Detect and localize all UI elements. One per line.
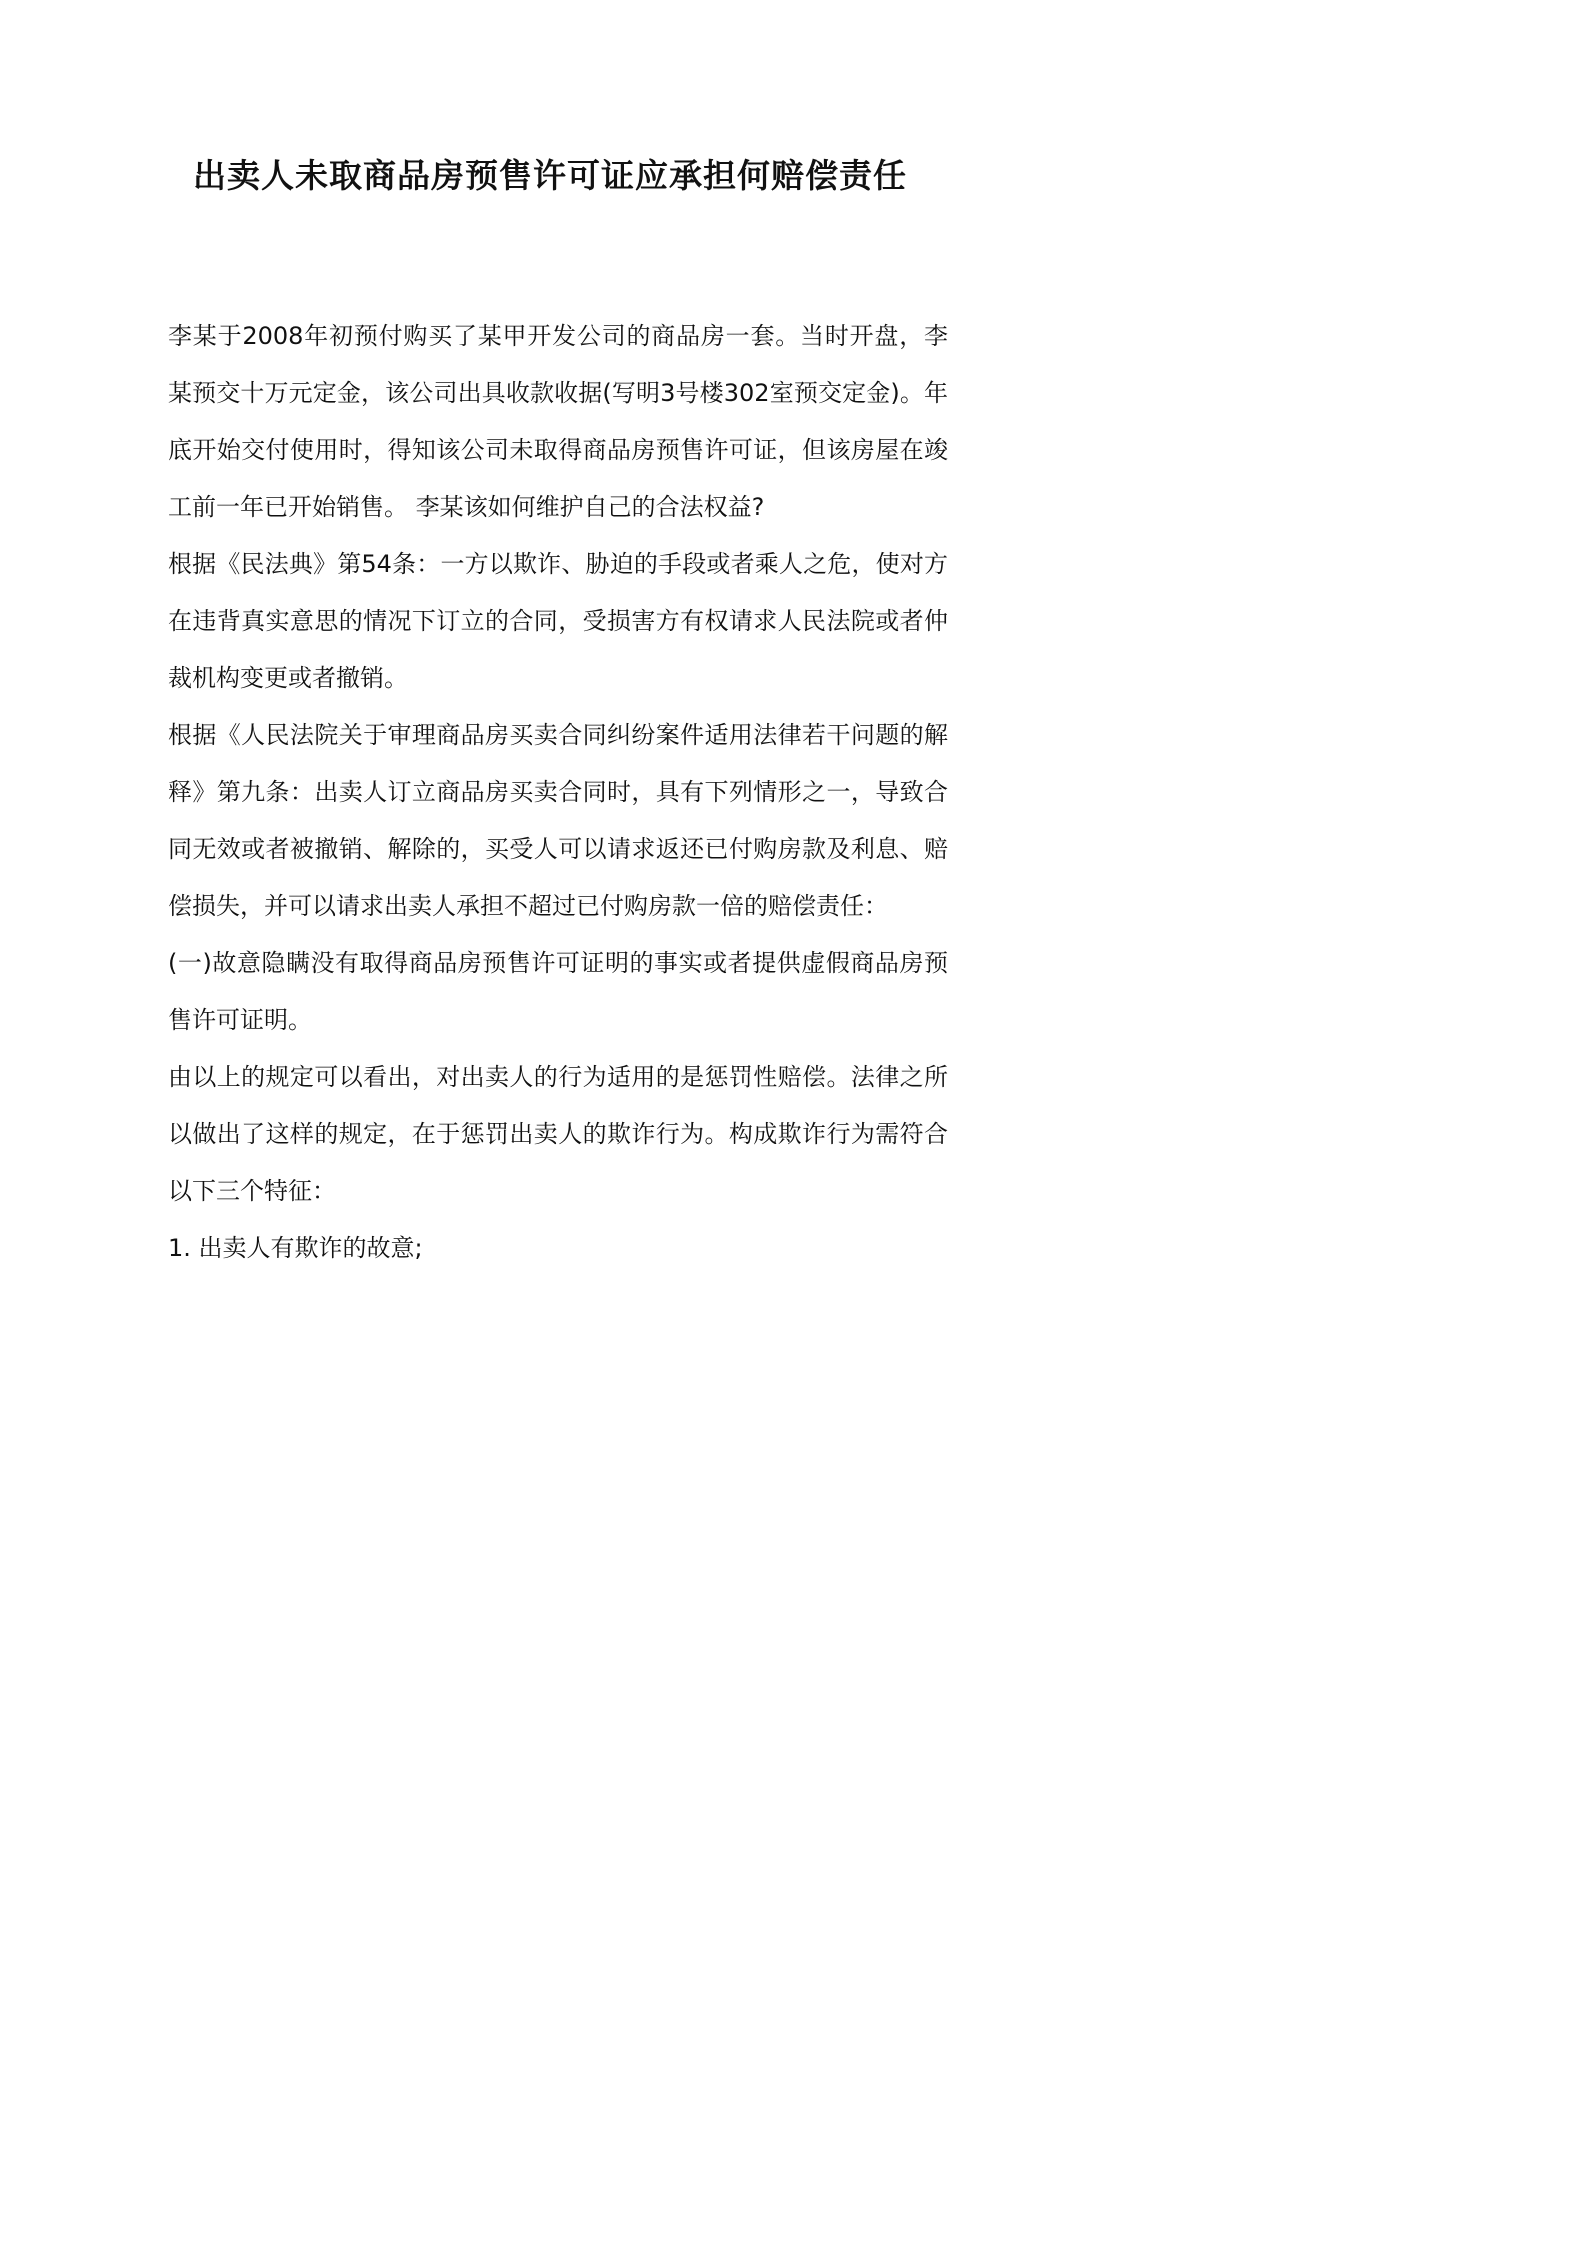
paragraph-case-facts: 李某于2008年初预付购买了某甲开发公司的商品房一套。当时开盘，李某预交十万元定金，该公司出具收款收据(写明3号楼302室预交定金)。年底开始交付使用时，得知该公司未取得商品房预售许可证，但该房屋在竣工前一年已开始销售。 李某该如何维护自己的合法权益? xyxy=(168,322,948,521)
paragraph-judicial-interpretation: 根据《人民法院关于审理商品房买卖合同纠纷案件适用法律若干问题的解释》第九条：出卖人订立商品房买卖合同时，具有下列情形之一，导致合同无效或者被撤销、解除的，买受人可以请求返还已付购房款及利息、赔偿损失，并可以请求出卖人承担不超过已付购房款一倍的赔偿责任： xyxy=(168,721,948,920)
paragraph-civil-code-article: 根据《民法典》第54条：一方以欺诈、胁迫的手段或者乘人之危，使对方在违背真实意思的情况下订立的合同，受损害方有权请求人民法院或者仲裁机构变更或者撤销。 xyxy=(168,550,948,692)
paragraph-analysis: 由以上的规定可以看出，对出卖人的行为适用的是惩罚性赔偿。法律之所以做出了这样的规定，在于惩罚出卖人的欺诈行为。构成欺诈行为需符合以下三个特征： xyxy=(168,1063,948,1205)
document-page xyxy=(0,0,1100,1556)
paragraph-item-one: (一)故意隐瞒没有取得商品房预售许可证明的事实或者提供虚假商品房预售许可证明。 xyxy=(168,949,948,1034)
document-body xyxy=(168,308,948,1277)
document-title: 出卖人未取商品房预售许可证应承担何赔偿责任 xyxy=(193,156,907,195)
paragraph-feature-one: 1. 出卖人有欺诈的故意; xyxy=(168,1234,423,1262)
